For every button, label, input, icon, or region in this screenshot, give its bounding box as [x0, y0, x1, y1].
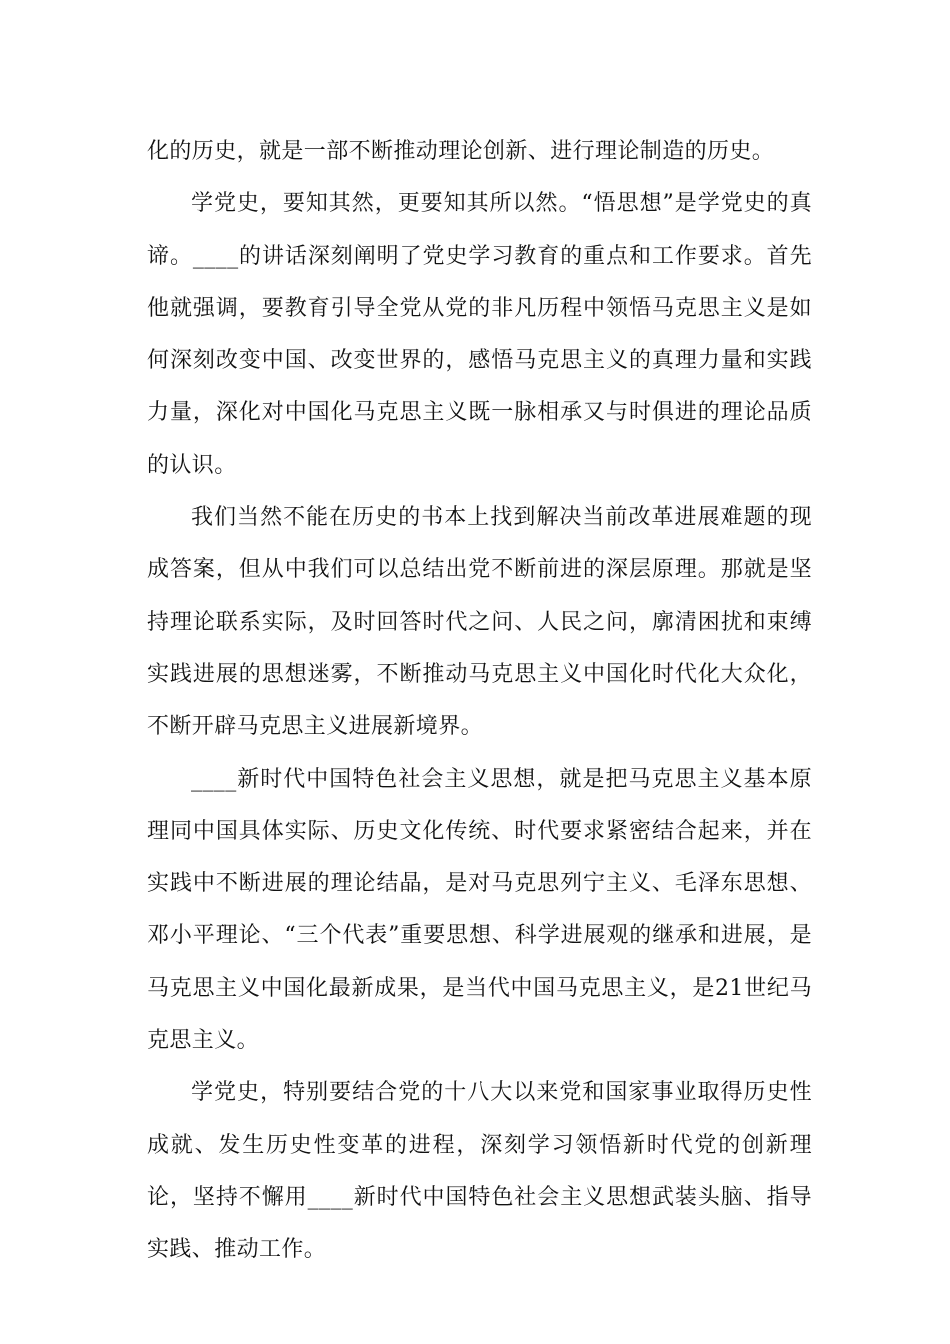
- paragraph-5: 学党史，特别要结合党的十八大以来党和国家事业取得历史性成就、发生历史性变革的进程，深刻学习领悟新时代党的创新理论，坚持不懈用____新时代中国特色社会主义思想武装头脑、指导实践、推动工作。: [147, 1080, 812, 1263]
- document-body: [147, 126, 812, 1277]
- paragraph-4: ____新时代中国特色社会主义思想，就是把马克思主义基本原理同中国具体实际、历史文化传统、时代要求紧密结合起来，并在实践中不断进展的理论结晶，是对马克思列宁主义、毛泽东思想、邓小平理论、“三个代表”重要思想、科学进展观的继承和进展，是马克思主义中国化最新成果，是当代中国马克思主义，是21世纪马克思主义。: [147, 766, 812, 1054]
- paragraph-1: 化的历史，就是一部不断推动理论创新、进行理论制造的历史。: [147, 139, 775, 164]
- paragraph-3: 我们当然不能在历史的书本上找到解决当前改革进展难题的现成答案，但从中我们可以总结出党不断前进的深层原理。那就是坚持理论联系实际，及时回答时代之问、人民之问，廓清困扰和束缚实践进展的思想迷雾，不断推动马克思主义中国化时代化大众化，不断开辟马克思主义进展新境界。: [147, 505, 812, 740]
- paragraph-2: 学党史，要知其然，更要知其所以然。“悟思想”是学党史的真谛。____的讲话深刻阐明了党史学习教育的重点和工作要求。首先他就强调，要教育引导全党从党的非凡历程中领悟马克思主义是如何深刻改变中国、改变世界的，感悟马克思主义的真理力量和实践力量，深化对中国化马克思主义既一脉相承又与时俱进的理论品质的认识。: [147, 191, 812, 478]
